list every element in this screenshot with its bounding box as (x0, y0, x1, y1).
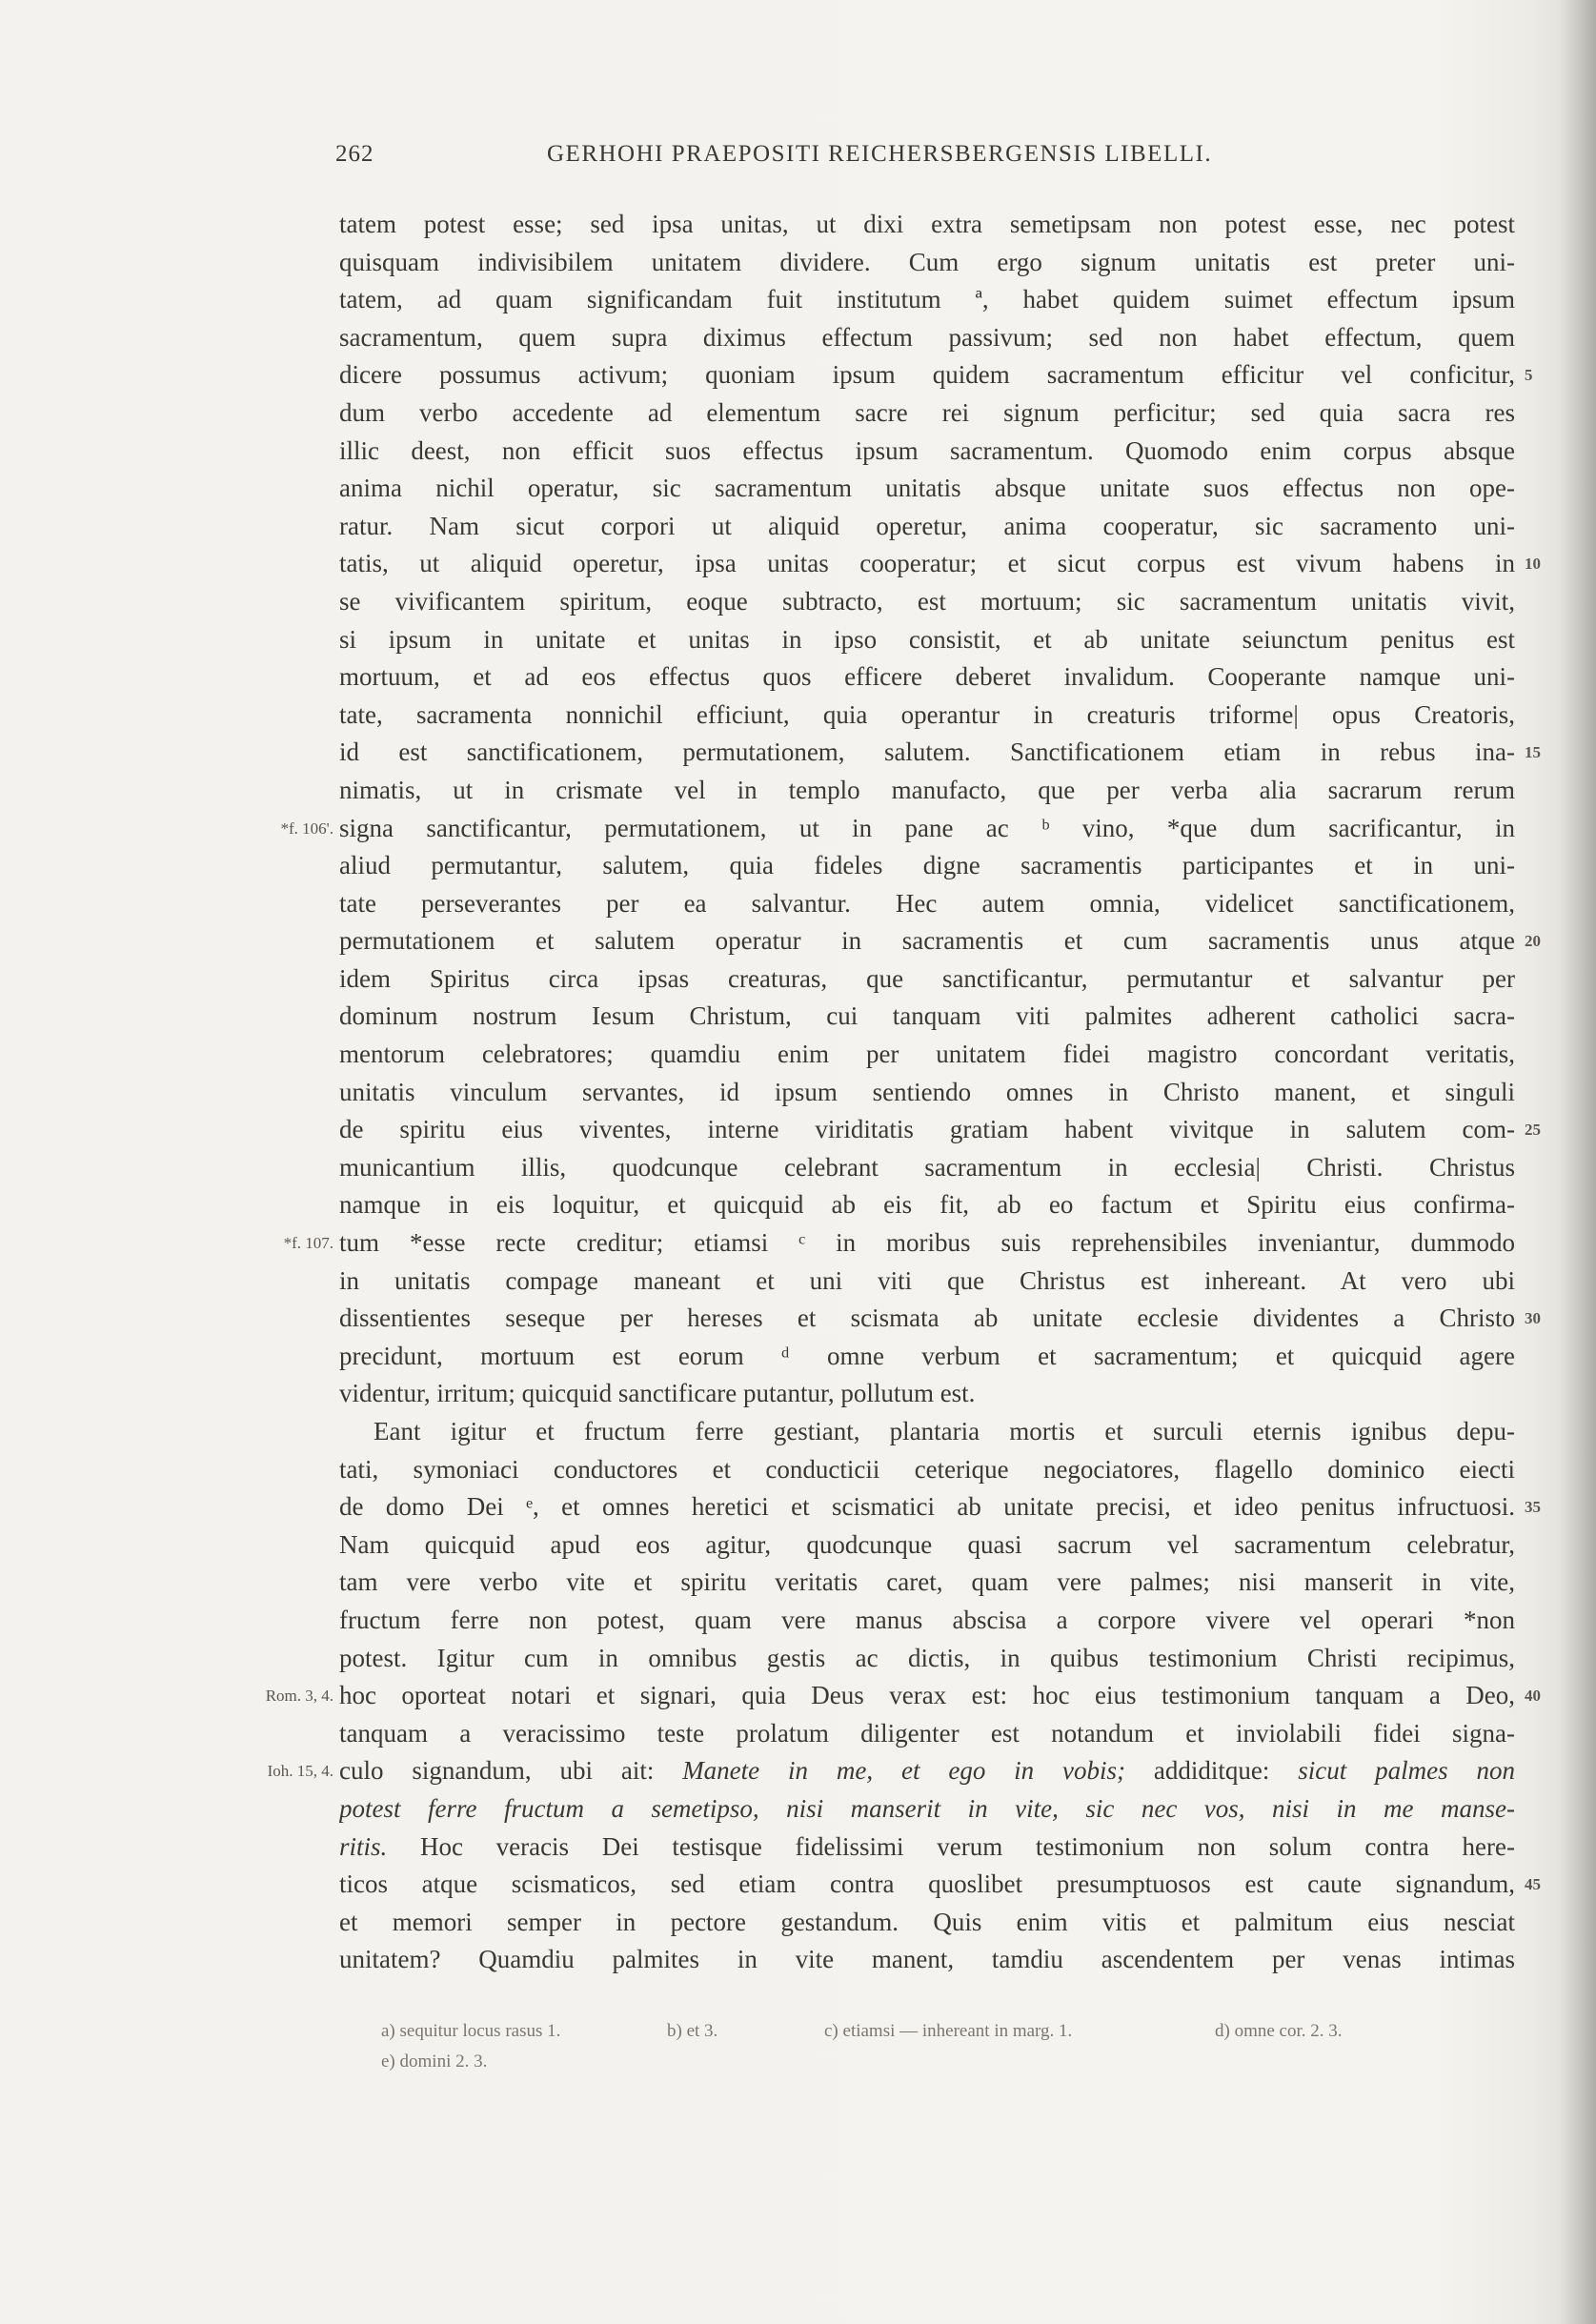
text-line (0, 1300, 1596, 1338)
footnote-b: b) et 3. (667, 2021, 718, 2041)
line-text (339, 1829, 1515, 1867)
running-header (335, 141, 1307, 175)
main-text (0, 206, 1596, 1979)
line-number: 35 (1525, 1498, 1541, 1517)
line-text (339, 1715, 1515, 1753)
line-number: 20 (1525, 932, 1541, 951)
line-number: 30 (1525, 1309, 1541, 1328)
text-line (0, 1375, 1596, 1413)
text-line (0, 1715, 1596, 1753)
line-text (339, 1074, 1515, 1112)
line-content: se vivificantem spiritum, eoque subtracto, est mortuum; sic sacramentum unitatis vivit, (339, 586, 1515, 616)
line-content: Nam quicquid apud eos agitur, quodcunque quasi sacrum vel sacramentum celebratur, (339, 1529, 1515, 1559)
text-line (0, 1564, 1596, 1602)
text-line (0, 697, 1596, 735)
line-content: hoc oporteat notari et signari, quia Deus verax est: hoc eius testimonium tanquam a Deo, (339, 1681, 1515, 1710)
text-line (0, 1602, 1596, 1640)
footnote-line-2 (381, 2047, 1525, 2077)
line-text (339, 1941, 1515, 1979)
line-content: anima nichil operatur, sic sacramentum unitatis absque unitate suos effectus non ope- (339, 474, 1515, 503)
text-line (0, 583, 1596, 621)
text-line (0, 1413, 1596, 1451)
line-text (339, 697, 1515, 735)
line-text (339, 356, 1515, 394)
line-number: 15 (1525, 743, 1541, 762)
text-line (0, 621, 1596, 659)
text-line (0, 847, 1596, 885)
line-text (339, 1149, 1515, 1187)
text-line (0, 1338, 1596, 1376)
text-line (0, 1866, 1596, 1904)
line-content: tati, symoniaci conductores et conducticii ceterique negociatores, flagello dominico eiecti (339, 1454, 1515, 1484)
text-line (0, 1488, 1596, 1526)
text-line (0, 772, 1596, 810)
line-content: municantium illis, quodcunque celebrant sacramentum in ecclesia| Christi. Christus (339, 1152, 1515, 1182)
line-content: addiditque: (1125, 1756, 1299, 1786)
text-line (0, 1224, 1596, 1263)
line-text (339, 621, 1515, 659)
line-content: ticos atque scismaticos, sed etiam contra quoslibet presumptuosos est caute signandum, (339, 1869, 1515, 1899)
text-line (0, 508, 1596, 546)
line-text (339, 1488, 1515, 1526)
line-text (339, 1677, 1515, 1715)
text-line (0, 1752, 1596, 1790)
line-text (339, 583, 1515, 621)
margin-note: Rom. 3, 4. (265, 1687, 333, 1706)
line-number: 40 (1525, 1687, 1541, 1706)
line-content: de spiritu eius viventes, interne viriditatis gratiam habent vivitque in salutem com- (339, 1115, 1515, 1144)
text-line (0, 1677, 1596, 1715)
line-text (339, 1186, 1515, 1224)
line-content: ratur. Nam sicut corpori ut aliquid operetur, anima cooperatur, sic sacramento uni- (339, 511, 1515, 540)
margin-note: Ioh. 15, 4. (267, 1762, 333, 1781)
margin-note: *f. 107. (283, 1234, 333, 1253)
line-content: quisquam indivisibilem unitatem dividere. Cum ergo signum unitatis est preter uni- (339, 247, 1515, 276)
text-line (0, 1451, 1596, 1489)
line-content: precidunt, mortuum est eorum ᵈ omne verbum et sacramentum; et quicquid agere (339, 1341, 1515, 1370)
scripture-quote: sicut palmes non (1298, 1756, 1515, 1786)
line-text (339, 658, 1515, 697)
line-text (339, 319, 1515, 357)
line-content: potest. Igitur cum in omnibus gestis ac dictis, in quibus testimonium Christi recipimus, (339, 1643, 1515, 1672)
line-text (339, 1790, 1515, 1829)
line-content: tam vere verbo vite et spiritu veritatis caret, quam vere palmes; nisi manserit in vite, (339, 1567, 1515, 1597)
line-number: 25 (1525, 1121, 1541, 1140)
line-text (339, 206, 1515, 244)
line-content: videntur, irritum; quicquid sanctificare putantur, pollutum est. (339, 1379, 976, 1408)
text-line (0, 281, 1596, 319)
line-text (339, 810, 1515, 848)
scripture-quote: Manete in me, et ego in vobis; (682, 1756, 1126, 1786)
line-text (339, 244, 1515, 282)
line-content: signa sanctificantur, permutationem, ut in pane ac ᵇ vino, *que dum sacrificantur, in (339, 813, 1515, 842)
line-text (339, 922, 1515, 960)
text-line (0, 810, 1596, 848)
footnote-e: e) domini 2. 3. (381, 2051, 488, 2071)
line-text (339, 1640, 1515, 1678)
text-line (0, 319, 1596, 357)
line-content: fructum ferre non potest, quam vere manus abscisa a corpore vivere vel operari *non (339, 1605, 1515, 1634)
page-number: 262 (335, 141, 374, 167)
text-line (0, 1829, 1596, 1867)
margin-note: *f. 106'. (280, 818, 333, 838)
text-line (0, 998, 1596, 1036)
line-text (339, 734, 1515, 772)
line-text (339, 1375, 1515, 1413)
line-text (339, 885, 1515, 923)
line-content: tatem, ad quam significandam fuit institutum ª, habet quidem suimet effectum ipsum (339, 285, 1515, 314)
line-content: aliud permutantur, salutem, quia fideles digne sacramentis participantes et in uni- (339, 851, 1515, 880)
line-number: 10 (1525, 555, 1541, 574)
line-content: mortuum, et ad eos effectus quos efficere deberet invalidum. Cooperante namque uni- (339, 662, 1515, 692)
line-text (339, 772, 1515, 810)
footnote-d: d) omne cor. 2. 3. (1215, 2021, 1343, 2041)
footnote-a: a) sequitur locus rasus 1. (381, 2021, 561, 2041)
text-line (0, 1263, 1596, 1301)
running-title: GERHOHI PRAEPOSITI REICHERSBERGENSIS LIBELLI. (547, 141, 1213, 167)
text-line (0, 1790, 1596, 1829)
line-content: id est sanctificationem, permutationem, salutem. Sanctificationem etiam in rebus ina- (339, 738, 1515, 767)
line-text (339, 1904, 1515, 1942)
line-text (339, 508, 1515, 546)
text-line (0, 1186, 1596, 1224)
text-line (0, 1941, 1596, 1979)
footnote-line-1 (381, 2016, 1525, 2047)
line-content: tate, sacramenta nonnichil efficiunt, quia operantur in creaturis triforme| opus Creatoris, (339, 699, 1515, 729)
text-line (0, 1074, 1596, 1112)
line-text (339, 1300, 1515, 1338)
line-content: unitatis vinculum servantes, id ipsum sentiendo omnes in Christo manent, et singuli (339, 1077, 1515, 1106)
text-line (0, 658, 1596, 697)
line-content: dicere possumus activum; quoniam ipsum quidem sacramentum efficitur vel conficitur, (339, 360, 1515, 390)
text-line (0, 394, 1596, 433)
line-content: illic deest, non efficit suos effectus ipsum sacramentum. Quomodo enim corpus absque (339, 435, 1515, 465)
line-content: nimatis, ut in crismate vel in templo manufacto, que per verba alia sacrarum rerum (339, 775, 1515, 804)
line-text (339, 1263, 1515, 1301)
line-content: tate perseverantes per ea salvantur. Hec autem omnia, videlicet sanctificationem, (339, 888, 1515, 918)
line-number: 5 (1525, 366, 1533, 385)
text-line (0, 433, 1596, 471)
line-content: permutationem et salutem operatur in sacramentis et cum sacramentis unus atque (339, 926, 1515, 956)
text-line (0, 1904, 1596, 1942)
line-text (339, 1224, 1515, 1263)
line-text (339, 433, 1515, 471)
line-content: et memori semper in pectore gestandum. Quis enim vitis et palmitum eius nesciat (339, 1907, 1515, 1936)
line-text (339, 1338, 1515, 1376)
line-text (339, 1564, 1515, 1602)
text-line (0, 922, 1596, 960)
text-line (0, 960, 1596, 999)
text-line (0, 244, 1596, 282)
line-text (339, 998, 1515, 1036)
text-line (0, 470, 1596, 508)
line-content: sacramentum, quem supra diximus effectum passivum; sed non habet effectum, quem (339, 322, 1515, 352)
text-line (0, 734, 1596, 772)
line-content: mentorum celebratores; quamdiu enim per unitatem fidei magistro concordant veritatis, (339, 1040, 1515, 1069)
text-line (0, 1111, 1596, 1149)
line-text (339, 281, 1515, 319)
line-content: dominum nostrum Iesum Christum, cui tanquam viti palmites adherent catholici sacra- (339, 1001, 1515, 1031)
line-text (339, 1752, 1515, 1790)
line-content: tum *esse recte creditur; etiamsi ᶜ in moribus suis reprehensibiles inveniantur, dummodo (339, 1228, 1515, 1258)
line-text (374, 1413, 1515, 1451)
text-line (0, 1036, 1596, 1074)
line-content: namque in eis loquitur, et quicquid ab eis fit, ab eo factum et Spiritu eius confirma- (339, 1190, 1515, 1220)
line-content: tanquam a veracissimo teste prolatum diligenter est notandum et inviolabili fidei signa- (339, 1718, 1515, 1748)
line-content: unitatem? Quamdiu palmites in vite manent, tamdiu ascendentem per venas intimas (339, 1945, 1515, 1974)
text-line (0, 1640, 1596, 1678)
line-text (339, 1451, 1515, 1489)
line-content: in unitatis compage maneant et uni viti que Christus est inhereant. At vero ubi (339, 1265, 1515, 1295)
line-content: de domo Dei ᵉ, et omnes heretici et scismatici ab unitate precisi, et ideo penitus infructuosi. (339, 1492, 1515, 1522)
line-content: dum verbo accedente ad elementum sacre rei signum perficitur; sed quia sacra res (339, 397, 1515, 427)
line-content: tatis, ut aliquid operetur, ipsa unitas cooperatur; et sicut corpus est vivum habens in (339, 549, 1515, 578)
line-text (339, 960, 1515, 999)
line-content: idem Spiritus circa ipsas creaturas, que sanctificantur, permutantur et salvantur per (339, 963, 1515, 993)
line-content: si ipsum in unitate et unitas in ipso consistit, et ab unitate seiunctum penitus est (339, 624, 1515, 654)
line-text (339, 1866, 1515, 1904)
line-number: 45 (1525, 1875, 1541, 1894)
line-text (339, 847, 1515, 885)
line-text (339, 470, 1515, 508)
line-text (339, 1602, 1515, 1640)
text-line (0, 1149, 1596, 1187)
line-content: culo signandum, ubi ait: (339, 1756, 683, 1786)
line-content: Eant igitur et fructum ferre gestiant, plantaria mortis et surculi eternis ignibus depu- (374, 1417, 1515, 1445)
line-text (339, 394, 1515, 433)
line-content: dissentientes seseque per hereses et scismata ab unitate ecclesie dividentes a Christo (339, 1303, 1515, 1333)
scripture-quote: ritis. (339, 1831, 388, 1861)
line-text (339, 1111, 1515, 1149)
text-line (0, 206, 1596, 244)
scripture-quote: potest ferre fructum a semetipso, nisi manserit in vite, sic nec vos, nisi in me manse- (339, 1793, 1515, 1823)
text-line (0, 545, 1596, 583)
text-line (0, 356, 1596, 394)
text-line (0, 885, 1596, 923)
line-text (339, 545, 1515, 583)
line-content: tatem potest esse; sed ipsa unitas, ut dixi extra semetipsam non potest esse, nec potest (339, 210, 1515, 238)
line-text (339, 1036, 1515, 1074)
footnotes (381, 2016, 1525, 2077)
footnote-c: c) etiamsi — inhereant in marg. 1. (824, 2021, 1073, 2041)
line-text (339, 1526, 1515, 1565)
line-rest: Hoc veracis Dei testisque fidelissimi verum testimonium non solum contra here- (387, 1831, 1515, 1861)
text-line (0, 1526, 1596, 1565)
